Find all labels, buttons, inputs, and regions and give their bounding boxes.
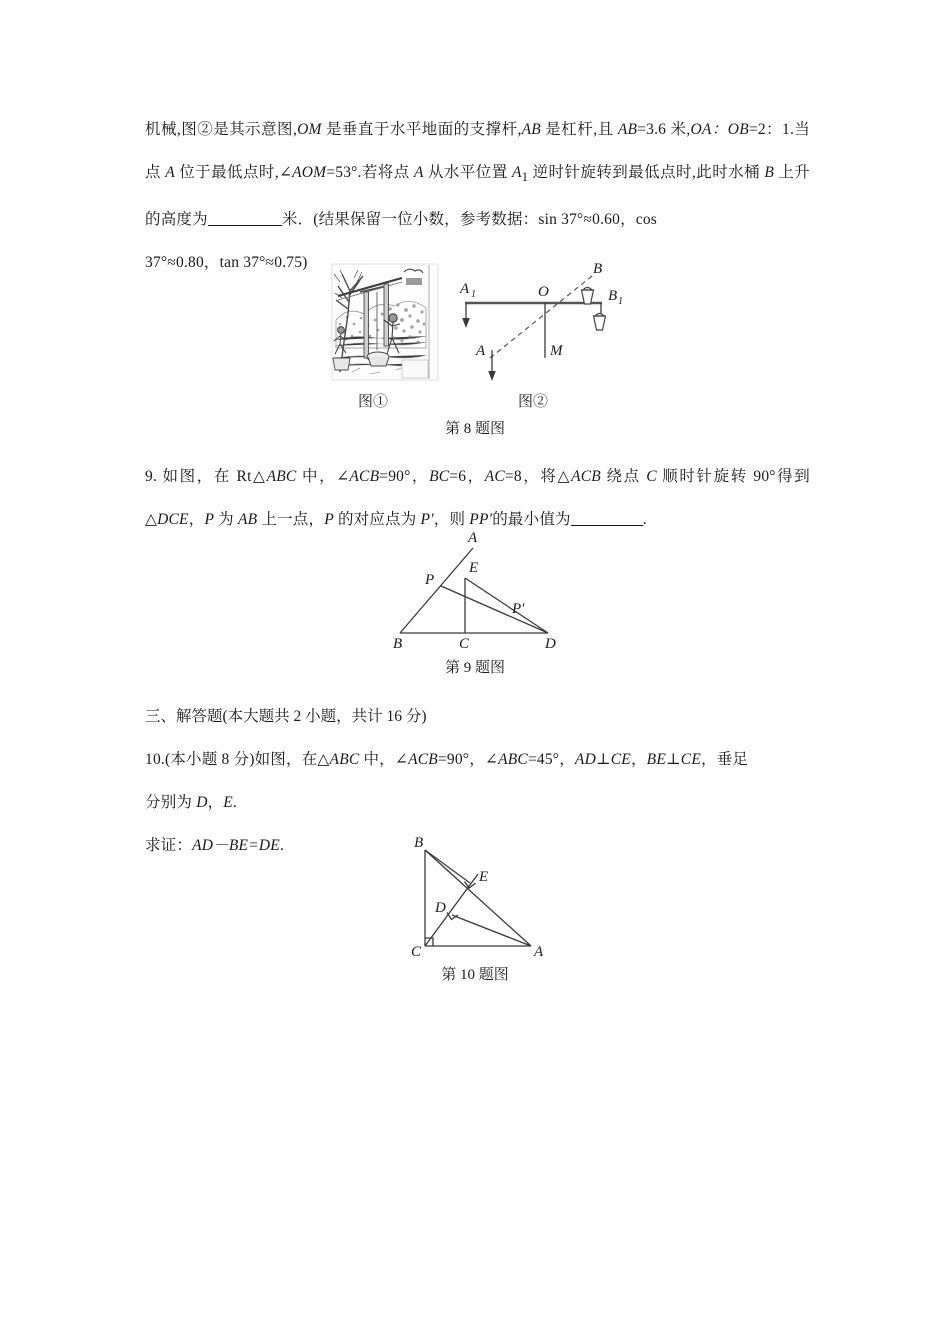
q10-ad-perp-ce: AD⊥CE	[574, 751, 631, 768]
q8-ab: AB	[521, 121, 541, 138]
q10-caption-wrap	[0, 962, 950, 988]
label-D: D	[435, 900, 446, 916]
q9-line1-f: 绕点	[600, 468, 647, 485]
segment-AD	[452, 915, 531, 946]
q9-figure-caption: 第 9 题图	[444, 660, 505, 676]
q9-pointC: C	[646, 468, 657, 485]
q8-line2-a: =2：1.当点	[145, 121, 810, 181]
q8-line1-d: =3.6 米,	[637, 121, 691, 138]
q9-line2-h: .	[642, 511, 647, 528]
section-3-heading: 三、解答题(本大题共 2 小题，共计 16 分)	[145, 708, 427, 725]
q8-pointA1-sub: 1	[521, 169, 529, 185]
segment-BA	[425, 850, 531, 946]
q8-line1-c: 是杠杆,且	[540, 121, 618, 138]
q8-line4: 37°≈0.80，tan 37°≈0.75)	[145, 254, 308, 272]
q9-line2-g: 的最小值为	[492, 511, 571, 528]
label-A1-subscript: 1	[471, 289, 476, 300]
q10-pointD: D	[196, 794, 208, 811]
lever-schematic-diagram	[450, 258, 645, 386]
q8-paragraph	[145, 108, 810, 241]
q10-line1-d: =45°，	[527, 751, 575, 768]
q10-line2-c: .	[232, 794, 238, 811]
q9-ac: AC	[484, 468, 505, 485]
label-O: O	[538, 284, 549, 300]
perpendicular-triangle-diagram	[405, 836, 555, 958]
q10-pointE: E	[223, 794, 233, 811]
a1-arrow-head	[462, 318, 470, 328]
q8-figure-caption: 第 8 题图	[444, 421, 505, 437]
q9-pointP: P	[204, 511, 215, 528]
q8-ab2: AB	[617, 121, 638, 138]
q10-angle-acb: ∠ACB	[394, 751, 438, 768]
q8-caption-wrap	[0, 416, 950, 442]
q9-acb: ACB	[571, 468, 601, 485]
q8-line1-a: 机械,图②是其示意图,	[145, 121, 298, 138]
q8-line2-b: 位于最低点时,	[174, 164, 279, 181]
q9-dce: DCE	[157, 511, 189, 528]
q8-angle-aom: ∠AOM	[278, 164, 327, 181]
label-B: B	[593, 261, 603, 277]
q10-paragraph	[145, 738, 810, 781]
q9-line2-b: ，	[188, 511, 205, 528]
q10-angle-abc: ∠ABC	[484, 751, 528, 768]
q9-abc: ABC	[266, 468, 297, 485]
segment-BE	[425, 850, 470, 883]
q9-answer-blank[interactable]	[571, 525, 643, 526]
q8-oaob: OA：OB	[690, 121, 749, 138]
fig2-label: 图②	[518, 394, 549, 410]
bucket-at-b1-icon	[594, 314, 606, 331]
label-A: A	[468, 530, 478, 546]
q8-om: OM	[297, 121, 322, 138]
q8-pointA2: A	[413, 164, 424, 181]
a-arrow-head	[488, 371, 496, 381]
label-A1: A	[460, 281, 470, 297]
q8-subfigure-labels	[0, 390, 950, 414]
q9-line2-e: 的对应点为	[333, 511, 421, 528]
fig1-label: 图①	[358, 394, 389, 410]
q8-pointA: A	[165, 164, 175, 181]
q9-line1-b: 中，	[296, 468, 337, 485]
q10-line3-a: 求证：	[145, 837, 193, 854]
q8-line3-b: 上升的高度为	[145, 164, 810, 229]
q9-line2-d: 上一点，	[257, 511, 325, 528]
q9-pointP2: P	[324, 511, 334, 528]
q9-line2-c: 为	[214, 511, 238, 528]
bucket-at-b-icon	[582, 288, 594, 305]
q10-line2-a: 分别为	[145, 794, 197, 811]
segment-ED	[465, 578, 548, 633]
label-B: B	[393, 636, 403, 650]
q8-pointB: B	[764, 164, 775, 181]
q10-be-perp-ce: BE⊥CE	[646, 751, 701, 768]
q9-figure	[385, 528, 570, 650]
q10-line1-a: 10.(本小题 8 分)如图，在△	[145, 751, 330, 768]
q8-line3-c: 米．(结果保留一位小数，参考数据：sin 37°≈0.60，cos	[281, 211, 658, 229]
q8-line2-d: 从水平位置	[423, 164, 512, 181]
q9-line1-a: 9. 如图，在 Rt△	[145, 468, 267, 485]
q9-ab: AB	[237, 511, 258, 528]
q10-line1-f: ，垂足	[701, 751, 749, 768]
q8-line2-e: 逆时针旋转到最低点时,	[528, 164, 697, 181]
label-A: A	[534, 944, 544, 958]
label-B1-subscript: 1	[618, 296, 623, 307]
section-3-heading-block	[145, 695, 810, 738]
q8-pointA1: A	[511, 164, 522, 181]
label-A: A	[476, 343, 486, 359]
label-B: B	[414, 836, 424, 851]
q10-line1-b: 中，	[359, 751, 395, 768]
label-D: D	[545, 636, 556, 650]
q10-line3-b: .	[279, 837, 285, 854]
label-P: P	[425, 572, 435, 588]
label-B1: B	[608, 288, 618, 304]
q8-figure-2-schematic	[450, 258, 645, 386]
q10-line2-b: ，	[207, 794, 224, 811]
q9-line2-a: 得到△	[145, 468, 810, 528]
q9-line1-c: =90°，	[379, 468, 430, 485]
rotated-triangle-diagram	[385, 528, 570, 650]
orchard-woodcut-illustration	[330, 262, 440, 382]
q9-angle-acb: ∠ACB	[336, 468, 380, 485]
q10-line1-c: =90°，	[437, 751, 485, 768]
q9-line1-g: 顺时针旋转 90°	[656, 468, 776, 485]
label-P-prime: P′	[512, 601, 525, 617]
q9-bc: BC	[429, 468, 450, 485]
q9-line1-e: =8，将△	[504, 468, 572, 485]
q10-figure-caption: 第 10 题图	[441, 967, 509, 983]
label-E: E	[469, 560, 479, 576]
q9-segment-ppprime: PP′	[469, 511, 493, 528]
q10-paragraph-line2	[145, 781, 810, 824]
q9-line2-f: ，则	[433, 511, 470, 528]
q8-answer-blank[interactable]	[208, 225, 282, 226]
label-C: C	[459, 636, 470, 650]
q9-pointPprime: P′	[420, 511, 434, 528]
q10-line1-e: ，	[630, 751, 647, 768]
label-M: M	[550, 343, 563, 359]
q10-figure	[405, 836, 555, 958]
q9-caption-wrap	[0, 655, 950, 681]
q8-figure-1-illustration	[330, 262, 440, 382]
q10-prove-expression: AD－BE=DE	[192, 837, 280, 854]
q8-line3-a: 此时水桶	[696, 164, 765, 181]
label-C: C	[411, 944, 422, 958]
q10-abc: ABC	[329, 751, 360, 768]
q9-line1-d: =6，	[449, 468, 485, 485]
segment-BA	[400, 548, 473, 633]
q8-line2-c: =53°.若将点	[326, 164, 414, 181]
label-E: E	[479, 869, 489, 885]
segment-P-to-D	[441, 586, 548, 633]
segment-CE	[425, 874, 478, 946]
q8-line1-b: 是垂直于水平地面的支撑杆,	[321, 121, 522, 138]
